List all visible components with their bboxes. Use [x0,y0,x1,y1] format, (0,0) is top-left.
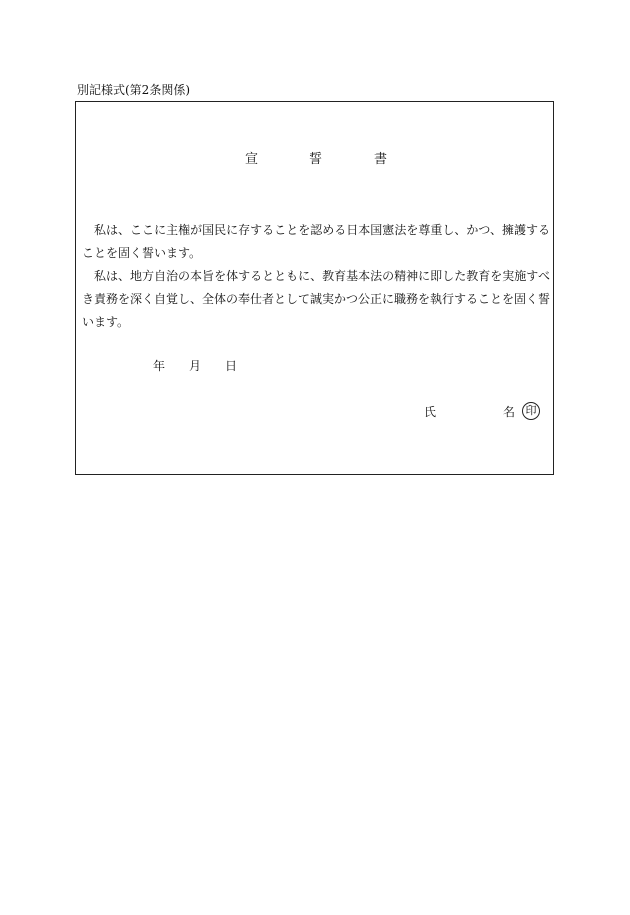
seal-mark: 印 [522,402,540,420]
date-year-label: 年 [153,359,166,373]
date-month-label: 月 [189,359,202,373]
title-char-1: 宣 [245,152,259,167]
oath-body [82,219,550,334]
date-day-label: 日 [225,359,238,373]
oath-paragraph-constitution: 私は、ここに主権が国民に存することを認める日本国憲法を尊重し、かつ、擁護することを固く誓います。 [82,223,550,260]
title-char-3: 書 [374,152,388,167]
name-label-second: 名 [503,405,516,419]
oath-paragraph-education: 私は、地方自治の本旨を体するとともに、教育基本法の精神に即した教育を実施すべき責務を深く自覚し、全体の奉仕者として誠実かつ公正に職務を執行することを固く誓います。 [82,269,551,329]
oath-form-frame [75,101,554,475]
form-caption: 別記様式(第2条関係) [77,83,190,97]
title-char-2: 誓 [309,152,323,167]
name-label-first: 氏 [424,405,437,419]
